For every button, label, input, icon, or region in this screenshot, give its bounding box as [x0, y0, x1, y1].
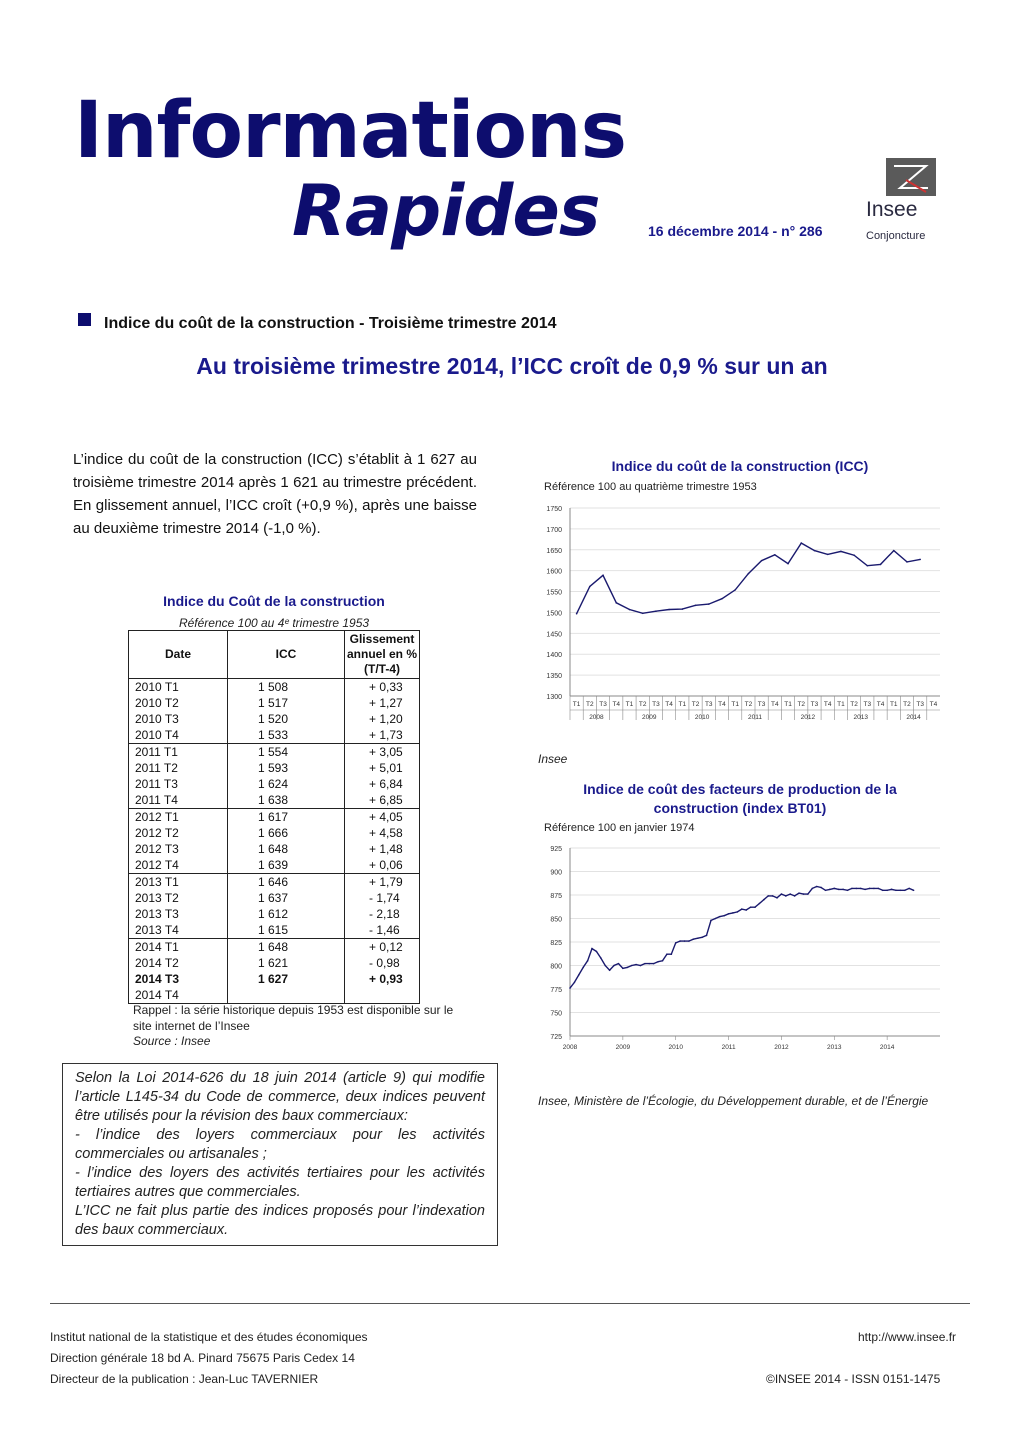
x-year-label: 2008: [562, 1044, 578, 1051]
data-point: [635, 964, 637, 966]
data-point: [891, 889, 893, 891]
data-point: [721, 598, 723, 600]
data-point: [569, 987, 571, 989]
data-point: [838, 889, 840, 891]
logo-name: Insee: [866, 198, 918, 221]
x-quarter-label: T1: [784, 701, 792, 708]
data-point: [684, 940, 686, 942]
y-tick-label: 725: [550, 1034, 562, 1041]
x-quarter-label: T4: [612, 701, 621, 708]
data-point: [706, 935, 708, 937]
data-point: [763, 899, 765, 901]
data-point: [574, 982, 576, 984]
cell-date: 2014 T3: [129, 971, 228, 987]
cell-date: 2012 T4: [129, 857, 228, 874]
data-point: [803, 893, 805, 895]
data-point: [856, 888, 858, 890]
data-point: [708, 603, 710, 605]
data-point: [688, 940, 690, 942]
data-point: [728, 913, 730, 915]
chart1-subtitle: Référence 100 au quatrième trimestre 1953: [544, 481, 757, 493]
data-point: [761, 560, 763, 562]
data-point: [710, 920, 712, 922]
headline: Au troisième trimestre 2014, l’ICC croît de 0,9 % sur un an: [196, 353, 828, 379]
table-row: [129, 727, 420, 744]
data-point: [723, 915, 725, 917]
cell-date: 2014 T4: [129, 987, 228, 1004]
x-quarter-label: T2: [850, 701, 858, 708]
data-point: [644, 963, 646, 965]
cell-change: + 4,05: [345, 809, 420, 826]
y-tick-label: 1750: [546, 506, 562, 513]
y-tick-label: 850: [550, 916, 562, 924]
table-reference: Référence 100 au 4ᵉ trimestre 1953: [178, 616, 370, 630]
data-point: [582, 967, 584, 969]
data-point: [820, 887, 822, 889]
data-point: [825, 890, 827, 892]
data-point: [695, 605, 697, 607]
icc-table: [128, 630, 420, 1004]
data-point: [576, 613, 578, 615]
cell-icc: 1 639: [228, 857, 345, 874]
table-row: [129, 955, 420, 971]
data-point: [873, 888, 875, 890]
cell-date: 2011 T2: [129, 760, 228, 776]
x-year-label: 2009: [615, 1044, 631, 1051]
cell-icc: 1 621: [228, 955, 345, 971]
data-point: [860, 888, 862, 890]
cell-icc: 1 617: [228, 809, 345, 826]
footer-copyright: ©INSEE 2014 - ISSN 0151-1475: [766, 1372, 941, 1386]
data-point: [732, 912, 734, 914]
logo-subtitle: Conjoncture: [866, 230, 926, 242]
cell-date: 2011 T1: [129, 744, 228, 761]
cell-icc: 1 554: [228, 744, 345, 761]
subject-line: Indice du coût de la construction - Troisième trimestre 2014: [104, 315, 557, 332]
data-point: [737, 911, 739, 913]
cell-icc: 1 637: [228, 890, 345, 906]
cell-change: + 1,48: [345, 841, 420, 857]
table-row: [129, 874, 420, 891]
cell-icc: 1 648: [228, 939, 345, 956]
cell-change: + 0,12: [345, 939, 420, 956]
data-point: [913, 890, 915, 892]
footer-director: Directeur de la publication : Jean-Luc TAVERNIER: [50, 1372, 319, 1386]
series-line: [577, 543, 921, 614]
data-point: [882, 890, 884, 892]
table-row: [129, 890, 420, 906]
series-line: [570, 887, 914, 989]
x-quarter-label: T2: [903, 701, 911, 708]
cell-change: + 1,20: [345, 711, 420, 727]
table-row: [129, 857, 420, 874]
data-point: [811, 888, 813, 890]
cell-icc: 1 627: [228, 971, 345, 987]
data-point: [880, 564, 882, 566]
cell-date: 2014 T2: [129, 955, 228, 971]
y-tick-label: 1650: [546, 547, 562, 555]
y-tick-label: 1500: [546, 610, 562, 618]
data-point: [908, 888, 910, 890]
data-point: [622, 968, 624, 970]
cell-icc: 1 624: [228, 776, 345, 792]
data-point: [578, 974, 580, 976]
y-tick-label: 750: [550, 1010, 562, 1018]
x-quarter-label: T2: [691, 701, 700, 708]
data-point: [591, 948, 593, 950]
cell-icc: 1 638: [228, 792, 345, 809]
data-point: [701, 937, 703, 939]
cell-icc: 1 533: [228, 727, 345, 744]
data-point: [666, 953, 668, 955]
data-point: [893, 550, 895, 552]
chart2-source: Insee, Ministère de l’Écologie, du Développement durable, et de l’Énergie: [538, 1094, 929, 1108]
data-point: [776, 897, 778, 899]
data-point: [919, 559, 921, 561]
x-year-label: 2011: [748, 714, 762, 721]
data-point: [840, 551, 842, 553]
data-point: [789, 893, 791, 895]
table-row: [129, 760, 420, 776]
cell-date: 2012 T1: [129, 809, 228, 826]
table-row: [129, 841, 420, 857]
y-tick-label: 1600: [546, 568, 562, 576]
cell-change: + 1,27: [345, 695, 420, 711]
cell-icc: 1 646: [228, 874, 345, 891]
table-row: [129, 695, 420, 711]
data-point: [697, 937, 699, 939]
data-point: [741, 908, 743, 910]
data-point: [851, 888, 853, 890]
bt01-line-chart: [530, 838, 950, 1070]
data-point: [657, 961, 659, 963]
cell-date: 2010 T1: [129, 679, 228, 696]
cell-change: + 6,84: [345, 776, 420, 792]
data-point: [800, 542, 802, 544]
data-point: [754, 906, 756, 908]
col-header-icc: ICC: [228, 631, 345, 679]
y-tick-label: 775: [550, 987, 562, 994]
x-year-label: 2014: [906, 714, 921, 721]
data-point: [827, 554, 829, 556]
table-row: [129, 939, 420, 956]
cell-icc: 1 593: [228, 760, 345, 776]
col-header-change: Glissement annuel en % (T/T-4): [345, 631, 420, 679]
cell-date: 2010 T3: [129, 711, 228, 727]
cell-date: 2013 T1: [129, 874, 228, 891]
data-point: [609, 969, 611, 971]
x-year-label: 2010: [694, 714, 710, 721]
publication-subtitle: Rapides: [292, 170, 600, 252]
data-point: [640, 965, 642, 967]
data-point: [886, 890, 888, 892]
y-tick-label: 900: [550, 869, 562, 877]
data-point: [604, 965, 606, 967]
data-point: [682, 608, 684, 610]
data-point: [679, 940, 681, 942]
table-header-row: [129, 631, 420, 679]
cell-icc: 1 517: [228, 695, 345, 711]
x-quarter-label: T3: [599, 701, 607, 708]
data-point: [613, 965, 615, 967]
cell-change: + 0,33: [345, 679, 420, 696]
data-point: [816, 886, 818, 888]
x-quarter-label: T4: [665, 701, 673, 708]
x-quarter-label: T2: [797, 701, 806, 708]
x-year-label: 2014: [879, 1044, 895, 1051]
data-point: [734, 589, 736, 591]
data-point: [781, 893, 783, 895]
data-point: [869, 888, 871, 890]
y-tick-label: 1350: [546, 673, 562, 681]
x-year-label: 2013: [853, 714, 868, 721]
data-point: [748, 573, 750, 575]
x-quarter-label: T4: [876, 701, 885, 708]
cell-icc: 1 508: [228, 679, 345, 696]
x-year-label: 2010: [668, 1044, 683, 1051]
y-tick-label: 925: [550, 846, 562, 853]
legal-notice-box: Selon la Loi 2014-626 du 18 juin 2014 (article 9) qui modifie l’article L145-34 du Code de commerce, deux indices peuvent être utilisés pour la révision des baux commerciaux: - l’indice des loyers commerciaux pour les activités commerciales ou artisanales ; - l’indice des loyers des activités tertiaires pour les activités tertiaires autres que commerciales. L’ICC ne fait plus partie des indices proposés pour l’indexation des baux commerciaux.: [62, 1063, 498, 1246]
cell-change: + 0,93: [345, 971, 420, 987]
table-row: [129, 971, 420, 987]
data-point: [671, 953, 673, 955]
cell-date: 2010 T4: [129, 727, 228, 744]
y-tick-label: 1550: [546, 589, 562, 597]
data-point: [675, 942, 677, 944]
intro-paragraph: L’indice du coût de la construction (ICC) s’établit à 1 627 au troisième trimestre 2014 après 1 621 au trimestre précédent. En glissement annuel, l’ICC croît (+0,9 %), après une baisse au deuxième trimestre 2014 (-1,0 %).: [73, 451, 477, 537]
data-point: [587, 960, 589, 962]
cell-icc: 1 666: [228, 825, 345, 841]
x-quarter-label: T4: [823, 701, 832, 708]
data-point: [715, 918, 717, 920]
y-tick-label: 800: [550, 963, 562, 971]
x-year-label: 2012: [774, 1044, 789, 1051]
data-point: [798, 892, 800, 894]
data-point: [787, 563, 789, 565]
data-point: [648, 963, 650, 965]
cell-date: 2013 T3: [129, 906, 228, 922]
data-point: [602, 574, 604, 576]
data-point: [653, 963, 655, 965]
cell-date: 2012 T2: [129, 825, 228, 841]
footer-institute: Institut national de la statistique et des études économiques: [50, 1330, 368, 1344]
table-note: Rappel : la série historique depuis 1953 est disponible sur le site internet de l’Insee: [133, 1003, 454, 1033]
table-row: [129, 744, 420, 761]
icc-line-chart: [530, 498, 950, 730]
data-point: [829, 889, 831, 891]
table-row: [129, 711, 420, 727]
cell-change: + 6,85: [345, 792, 420, 809]
data-point: [629, 609, 631, 611]
data-point: [833, 888, 835, 890]
chart2-subtitle: Référence 100 en janvier 1974: [544, 822, 695, 834]
data-point: [814, 550, 816, 552]
x-quarter-label: T4: [718, 701, 726, 708]
footer-url-link[interactable]: http://www.insee.fr: [858, 1330, 957, 1344]
cell-change: - 1,74: [345, 890, 420, 906]
data-point: [596, 951, 598, 953]
x-year-label: 2013: [827, 1044, 842, 1051]
cell-change: - 2,18: [345, 906, 420, 922]
table-title: Indice du Coût de la construction: [163, 593, 385, 609]
data-point: [794, 895, 796, 897]
data-point: [878, 888, 880, 890]
x-quarter-label: T1: [889, 701, 898, 708]
data-point: [906, 561, 908, 563]
x-quarter-label: T3: [704, 701, 713, 708]
data-point: [642, 612, 644, 614]
cell-date: 2012 T3: [129, 841, 228, 857]
footer-divider: [50, 1303, 970, 1304]
cell-change: + 4,58: [345, 825, 420, 841]
cell-date: 2014 T1: [129, 939, 228, 956]
x-quarter-label: T3: [916, 701, 924, 708]
x-year-label: 2011: [721, 1044, 736, 1051]
chart2-title: Indice de coût des facteurs de production de la construction (index BT01): [583, 781, 897, 816]
issue-date: 16 décembre 2014 - n° 286: [648, 223, 823, 239]
cell-change: + 1,73: [345, 727, 420, 744]
x-quarter-label: T1: [837, 701, 845, 708]
cell-date: 2013 T2: [129, 890, 228, 906]
data-point: [745, 909, 747, 911]
cell-change: + 1,79: [345, 874, 420, 891]
data-point: [618, 963, 620, 965]
table-source: Source : Insee: [133, 1034, 211, 1048]
data-point: [662, 960, 664, 962]
data-point: [626, 967, 628, 969]
cell-change: - 1,46: [345, 922, 420, 939]
data-point: [759, 903, 761, 905]
x-year-label: 2009: [642, 714, 657, 721]
data-point: [900, 890, 902, 892]
cell-icc: 1 612: [228, 906, 345, 922]
data-point: [785, 895, 787, 897]
data-point: [600, 957, 602, 959]
data-point: [767, 895, 769, 897]
data-point: [668, 609, 670, 611]
data-point: [655, 610, 657, 612]
x-quarter-label: T1: [572, 701, 581, 708]
data-point: [772, 895, 774, 897]
cell-date: 2010 T2: [129, 695, 228, 711]
col-header-date: Date: [129, 631, 228, 679]
data-point: [589, 586, 591, 588]
cell-icc: 1 520: [228, 711, 345, 727]
table-row: [129, 825, 420, 841]
logo-mark-icon: [886, 158, 936, 196]
x-quarter-label: T3: [810, 701, 819, 708]
cell-change: + 3,05: [345, 744, 420, 761]
y-tick-label: 1450: [546, 631, 562, 639]
x-quarter-label: T1: [731, 701, 739, 708]
y-tick-label: 875: [550, 893, 562, 900]
table-row: [129, 922, 420, 939]
cell-change: + 5,01: [345, 760, 420, 776]
x-quarter-label: T3: [652, 701, 660, 708]
insee-logo: [864, 158, 940, 244]
subject-bullet-icon: [78, 313, 91, 326]
y-tick-label: 825: [550, 940, 562, 947]
x-quarter-label: T2: [744, 701, 753, 708]
x-year-label: 2012: [800, 714, 816, 721]
x-quarter-label: T1: [625, 701, 634, 708]
table-row: [129, 679, 420, 696]
table-row: [129, 792, 420, 809]
data-point: [853, 554, 855, 556]
data-point: [867, 565, 869, 567]
chart1-title: Indice du coût de la construction (ICC): [611, 458, 869, 474]
y-tick-label: 1400: [546, 652, 562, 660]
data-point: [895, 890, 897, 892]
data-point: [719, 916, 721, 918]
data-point: [807, 893, 809, 895]
data-point: [774, 554, 776, 556]
x-quarter-label: T2: [586, 701, 594, 708]
x-quarter-label: T3: [757, 701, 766, 708]
table-row: [129, 906, 420, 922]
table-row: [129, 776, 420, 792]
cell-date: 2011 T3: [129, 776, 228, 792]
y-tick-label: 1700: [546, 526, 562, 534]
data-point: [842, 889, 844, 891]
data-point: [631, 965, 633, 967]
cell-change: + 0,06: [345, 857, 420, 874]
x-year-label: 2008: [589, 714, 604, 721]
cell-icc: 1 615: [228, 922, 345, 939]
footer-address: Direction générale 18 bd A. Pinard 75675 Paris Cedex 14: [50, 1351, 355, 1365]
data-point: [904, 890, 906, 892]
y-tick-label: 1300: [546, 694, 562, 701]
chart1-source: Insee: [538, 752, 568, 766]
data-point: [864, 889, 866, 891]
publication-title: Informations: [74, 86, 627, 176]
cell-change: - 0,98: [345, 955, 420, 971]
data-point: [750, 906, 752, 908]
x-quarter-label: T1: [678, 701, 687, 708]
x-quarter-label: T2: [638, 701, 647, 708]
data-point: [847, 890, 849, 892]
x-quarter-label: T3: [863, 701, 872, 708]
cell-icc: 1 648: [228, 841, 345, 857]
x-quarter-label: T4: [771, 701, 779, 708]
cell-date: 2011 T4: [129, 792, 228, 809]
data-point: [693, 938, 695, 940]
x-quarter-label: T4: [929, 701, 938, 708]
data-point: [615, 602, 617, 604]
table-row: [129, 809, 420, 826]
cell-date: 2013 T4: [129, 922, 228, 939]
